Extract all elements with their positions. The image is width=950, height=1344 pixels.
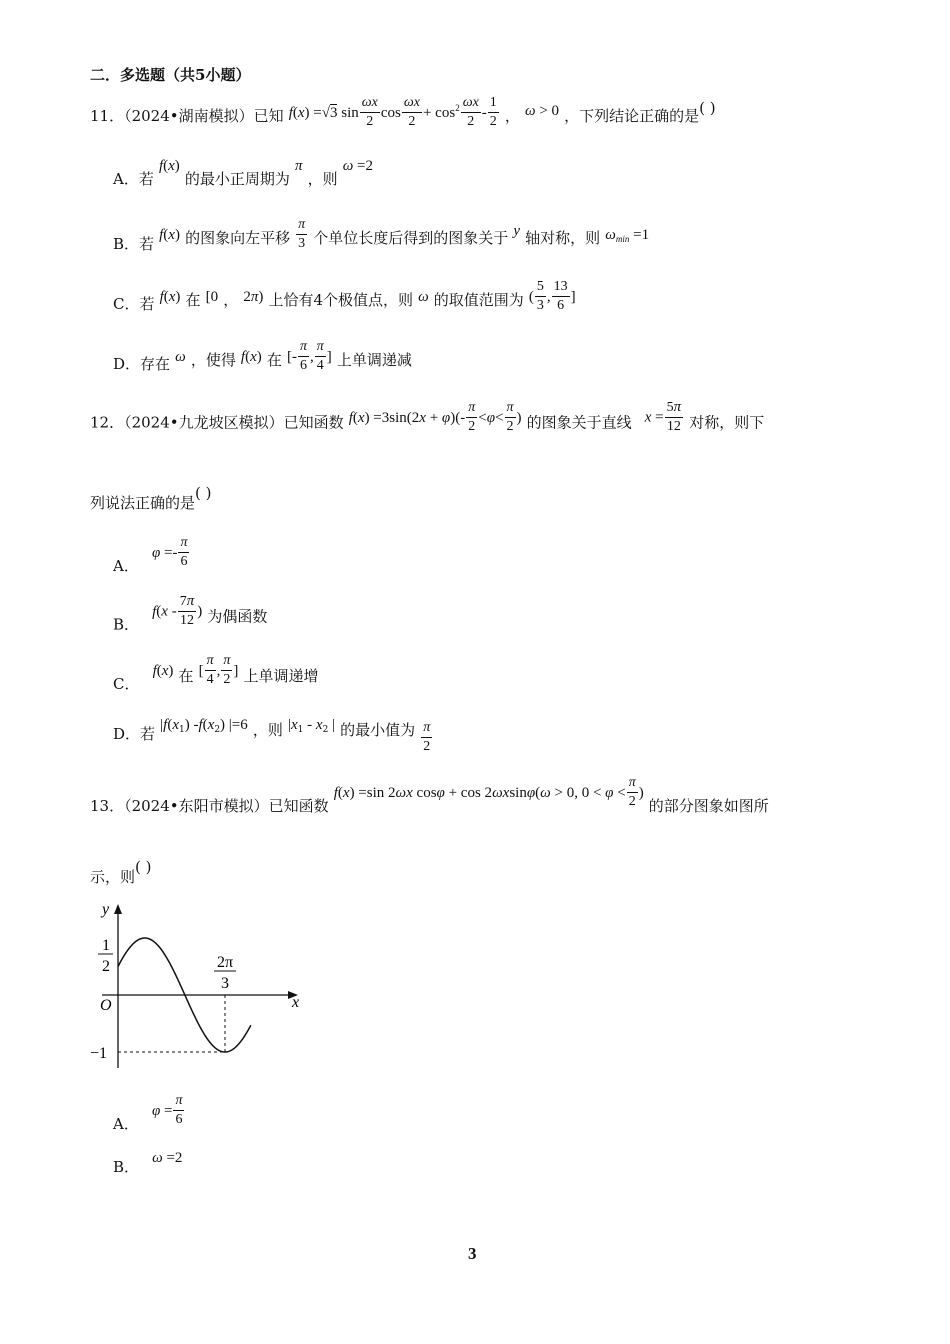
origin-label: O bbox=[100, 997, 112, 1014]
q11-option-a: A．若 f(x) 的最小正周期为 π ，则 ω =2 bbox=[113, 158, 374, 188]
q12-formula: f(x) =3sin(2x + φ)(- $\frac{\pi}{2}$ <φ< $\frac{\pi}{2}$ ) bbox=[348, 399, 522, 434]
q13-stem-line2: 示，则( ) bbox=[90, 858, 152, 886]
x-mark-num: 2π bbox=[216, 954, 234, 971]
q11-paren: ( ) bbox=[699, 99, 716, 117]
section-title: 二．多选题（共5小题） bbox=[90, 66, 251, 84]
x-mark-den: 3 bbox=[221, 975, 229, 992]
x-axis-label: x bbox=[292, 994, 300, 1011]
q11-stem-tail: ，下列结论正确的是 bbox=[564, 107, 700, 125]
q11-option-d: D．存在 ω ，使得 f(x) 在 [- $\frac{\pi}{6}$ , $\frac{\pi}{4}$ ] 上单调递减 bbox=[113, 339, 412, 373]
y-axis-label: y bbox=[102, 901, 110, 918]
q13-option-a: A． φ = $\frac{\pi}{6}$ bbox=[113, 1093, 183, 1133]
q11-formula: f(x) =√3 sin $\frac{\omega x}{2}$ cos $\frac{\omega x}{2}$ + $\cos^2$ $\frac{\omega x}{2}$ - $\frac{1}{2}$ bbox=[288, 95, 497, 129]
q12-option-d: D．若 $|f(x_1)$ $-f(x_2)$ |=6 ，则 $|x_1 - x_2$ | 的最小值为 $\frac{\pi}{2}$ bbox=[113, 717, 431, 754]
question-13-stem: 13．（2024•东阳市模拟）已知函数 f(x) =sin 2ωx cosφ + cos 2ωxsinφ(ω > 0, 0 < φ < $\frac{\pi}{2}$ ) 的部分图象如图所 bbox=[90, 775, 769, 815]
q13-option-b: B． ω =2 bbox=[113, 1150, 183, 1176]
y-half-num: 1 bbox=[102, 937, 110, 954]
q11-option-b: B．若 f(x) 的图象向左平移 $\frac{\pi}{3}$ 个单位长度后得到的图象关于 y 轴对称，则 $\omega_{min} =1$ bbox=[113, 217, 650, 253]
y-min-label: −1 bbox=[90, 1045, 108, 1062]
q12-stem-line2: 列说法正确的是( ) bbox=[90, 484, 212, 512]
q11-prefix: 11．（2024•湖南模拟）已知 bbox=[90, 107, 284, 125]
q12-option-b: B． f(x - $\frac{7\pi}{12}$ ) 为偶函数 bbox=[113, 593, 268, 634]
y-axis-arrow bbox=[114, 904, 122, 914]
question-11-stem: 11．（2024•湖南模拟）已知 f(x) =√3 sin $\frac{\omega x}{2}$ cos $\frac{\omega x}{2}$ + $\cos^2$ $\frac{\omega x}{2}$ - $\frac{1}{2}$ ， ω > 0 ，下列结论正确的是( ) bbox=[90, 95, 716, 129]
q12-option-a: A． φ =- $\frac{\pi}{6}$ bbox=[113, 535, 188, 575]
q13-formula: f(x) =sin 2ωx cosφ + cos 2ωxsinφ(ω > 0, 0 < φ < $\frac{\pi}{2}$ ) bbox=[333, 775, 644, 809]
q11-option-c: C．若 f(x) 在 [0 ， 2π) 上恰有4个极值点，则 ω 的取值范围为 ( $\frac{5}{3}$ , $\frac{13}{6}$ ] bbox=[113, 279, 576, 313]
q13-function-graph bbox=[88, 896, 318, 1076]
y-half-den: 2 bbox=[102, 958, 110, 975]
q12-option-c: C． f(x) 在 [ $\frac{\pi}{4}$ , $\frac{\pi}{2}$ ] 上单调递增 bbox=[113, 653, 319, 693]
page-number: 3 bbox=[468, 1244, 477, 1263]
q11-omega-cond: ω > 0 bbox=[525, 103, 560, 119]
question-12-stem: 12．（2024•九龙坡区模拟）已知函数 f(x) =3sin(2x + φ)(- $\frac{\pi}{2}$ <φ< $\frac{\pi}{2}$ ) 的图象关于直线 x = $\frac{5\pi}{12}$ 对称，则下 bbox=[90, 399, 765, 434]
